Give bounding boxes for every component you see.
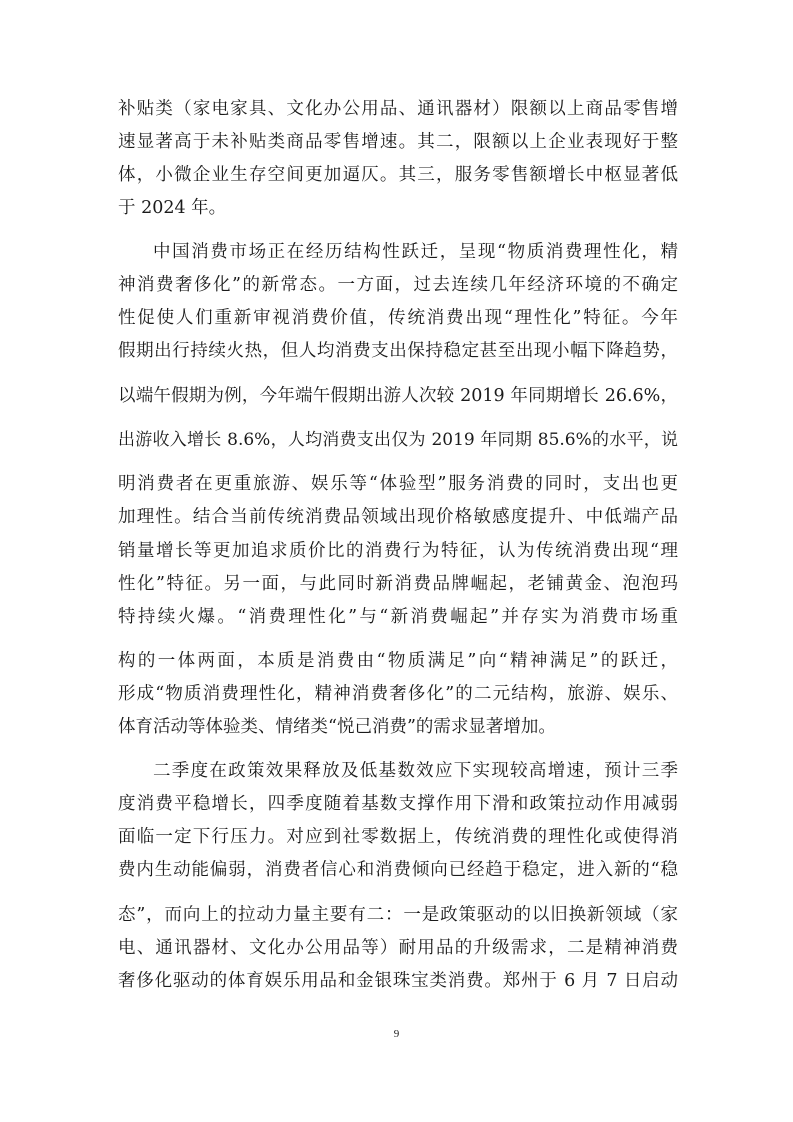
text-line: 补贴类（家电家具、文化办公用品、通讯器材）限额以上商品零售增 [118,99,678,119]
text-line: 中国消费市场正在经历结构性跃迁，呈现“物质消费理性化，精 [153,242,678,262]
text-line: 费内生动能偏弱，消费者信心和消费倾向已经趋于稳定，进入新的“稳 [118,860,678,880]
text-line: 面临一定下行压力。对应到社零数据上，传统消费的理性化或使得消 [118,827,678,847]
text-line: 加理性。结合当前传统消费品领域出现价格敏感度提升、中低端产品 [118,507,678,527]
text-line: 明消费者在更重旅游、娱乐等“体验型”服务消费的同时，支出也更 [118,474,678,494]
text-line: 奢侈化驱动的体育娱乐用品和金银珠宝类消费。郑州于 6 月 7 日启动 [118,971,678,991]
text-line: 神消费奢侈化”的新常态。一方面，过去连续几年经济环境的不确定 [118,275,678,295]
text-line: 性化”特征。另一面，与此同时新消费品牌崛起，老铺黄金、泡泡玛 [118,574,678,594]
text-line: 体，小微企业生存空间更加逼仄。其三，服务零售额增长中枢显著低 [118,165,678,185]
text-line: 以端午假期为例，今年端午假期出游人次较 2019 年同期增长 26.6%， [118,386,678,406]
text-line: 二季度在政策效果释放及低基数效应下实现较高增速，预计三季 [153,761,678,781]
text-line: 销量增长等更加追求质价比的消费行为特征，认为传统消费出现“理 [118,541,678,561]
text-line: 电、通讯器材、文化办公用品等）耐用品的升级需求，二是精神消费 [118,938,678,958]
text-line: 性促使人们重新审视消费价值，传统消费出现“理性化”特征。今年 [118,308,678,328]
text-line: 度消费平稳增长，四季度随着基数支撑作用下滑和政策拉动作用减弱 [118,794,678,814]
text-line: 特持续火爆。“消费理性化”与“新消费崛起”并存实为消费市场重 [118,607,678,627]
text-line: 出游收入增长 8.6%，人均消费支出仅为 2019 年同期 85.6%的水平，说 [118,430,678,450]
page-number: 9 [393,1028,400,1040]
text-line: 速显著高于未补贴类商品零售增速。其二，限额以上企业表现好于整 [118,132,678,152]
text-line: 假期出行持续火热，但人均消费支出保持稳定甚至出现小幅下降趋势， [118,341,678,361]
text-line: 构的一体两面，本质是消费由“物质满足”向“精神满足”的跃迁， [118,651,678,671]
text-line: 形成“物质消费理性化，精神消费奢侈化”的二元结构，旅游、娱乐、 [118,684,678,704]
text-line: 于 2024 年。 [118,198,227,218]
text-line: 体育活动等体验类、情绪类“悦己消费”的需求显著增加。 [118,717,556,737]
text-line: 态”，而向上的拉动力量主要有二：一是政策驱动的以旧换新领域（家 [118,905,678,925]
